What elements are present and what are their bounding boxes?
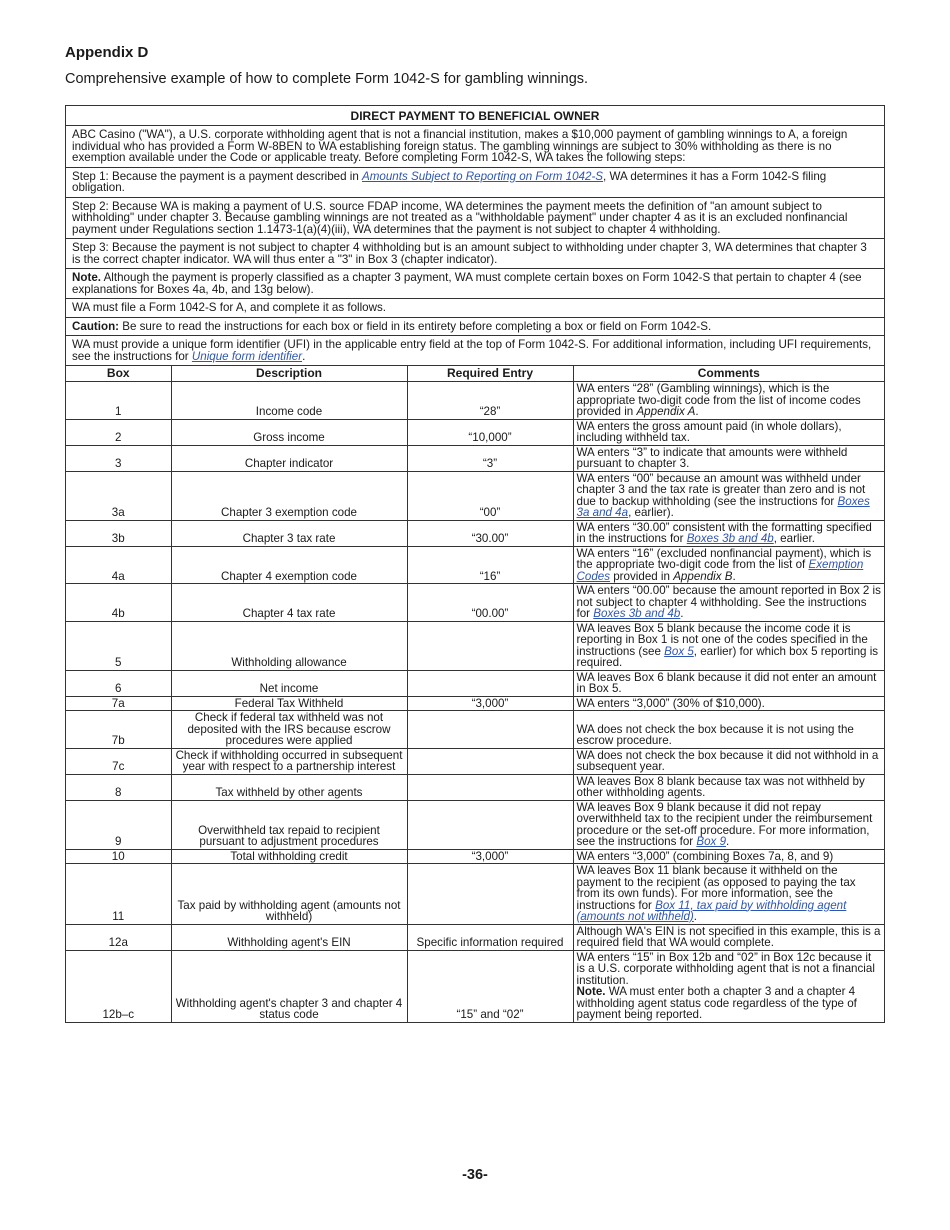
comment-text: . [726, 835, 730, 848]
description-cell: Chapter 4 exemption code [171, 546, 407, 584]
required-entry-cell: “00.00” [407, 584, 573, 622]
comment-link[interactable]: Box 11, tax paid by withholding agent (amounts not withheld) [576, 898, 847, 923]
comments-cell [573, 382, 884, 420]
comment-text: . [695, 405, 699, 418]
comment-text: WA enters “28” (Gambling winnings), which is the appropriate two-digit code from the list of income codes provided in [576, 382, 861, 418]
comment-text: . [732, 569, 736, 583]
table-row [66, 696, 884, 711]
comments-cell [573, 520, 884, 546]
box-number-cell: 12a [66, 924, 171, 950]
required-entry-cell: “3,000” [407, 849, 573, 864]
comments-cell [573, 621, 884, 670]
comment-emphasis: Appendix A [636, 405, 696, 418]
comments-cell [573, 471, 884, 520]
comments-cell [573, 924, 884, 950]
box-number-cell: 10 [66, 849, 171, 864]
table-row [66, 800, 884, 849]
description-cell: Income code [171, 382, 407, 420]
unique-form-identifier-link[interactable]: Unique form identifier [191, 349, 303, 363]
comment-text: , earlier). [628, 506, 674, 519]
comment-link[interactable]: Box 5 [664, 644, 694, 658]
table-row [66, 471, 884, 520]
caution-text: Be sure to read the instructions for each box or field in its entirety before completing a box or field on Form 1042-S. [119, 319, 712, 333]
step-3: Step 3: Because the payment is not subject to chapter 4 withholding but is an amount subject to withholding under chapter 3, WA determines that chapter 3 is the correct chapter indicator. WA will thus enter a "3" in Box 3 (chapter indicator). [66, 239, 884, 269]
description-cell: Tax withheld by other agents [171, 774, 407, 800]
comment-text: , earlier. [773, 532, 815, 545]
required-entry-cell [407, 774, 573, 800]
table-row [66, 774, 884, 800]
step-1-text: Step 1: Because the payment is a payment described in [72, 169, 363, 183]
box-number-cell: 3b [66, 520, 171, 546]
comment-text: , earlier) for which box 5 reporting is required. [576, 644, 879, 669]
comment-text: WA leaves Box 9 blank because it did not repay overwithheld tax to the recipient under the reimbursement procedure or the set-off procedure. For more information, see the instructions for [576, 800, 873, 848]
comments-cell [573, 950, 884, 1022]
box-number-cell: 7b [66, 711, 171, 749]
ufi-paragraph [66, 336, 884, 365]
box-number-cell: 9 [66, 800, 171, 849]
table-row [66, 382, 884, 420]
box-number-cell: 4a [66, 546, 171, 584]
required-entry-cell [407, 800, 573, 849]
description-cell: Tax paid by withholding agent (amounts not withheld) [171, 864, 407, 925]
box-number-cell: 7c [66, 748, 171, 774]
table-row [66, 950, 884, 1022]
required-entry-cell: “00” [407, 471, 573, 520]
required-entry-cell: “16” [407, 546, 573, 584]
comments-cell [573, 774, 884, 800]
description-cell: Total withholding credit [171, 849, 407, 864]
required-entry-cell [407, 748, 573, 774]
comment-link[interactable]: Exemption Codes [576, 558, 864, 583]
table-row [66, 670, 884, 696]
column-header-required-entry: Required Entry [407, 366, 573, 382]
box-number-cell: 5 [66, 621, 171, 670]
table-row [66, 924, 884, 950]
box-number-cell: 3a [66, 471, 171, 520]
required-entry-cell: “15” and “02” [407, 950, 573, 1022]
amounts-subject-link[interactable]: Amounts Subject to Reporting on Form 1042-S [362, 169, 604, 183]
comment-text: WA enters “30.00” consistent with the formatting specified in the instructions for [576, 520, 872, 545]
ufi-text: WA must provide a unique form identifier (UFI) in the applicable entry field at the top of Form 1042-S. For additional information, including UFI requirements, see the instructions for [72, 338, 872, 363]
page-number: -36- [462, 1167, 488, 1183]
table-row [66, 864, 884, 925]
required-entry-cell [407, 711, 573, 749]
table-row [66, 546, 884, 584]
description-cell: Chapter 3 exemption code [171, 471, 407, 520]
comments-cell [573, 849, 884, 864]
comments-cell [573, 696, 884, 711]
box-number-cell: 4b [66, 584, 171, 622]
description-cell: Overwithheld tax repaid to recipient pursuant to adjustment procedures [171, 800, 407, 849]
comments-cell [573, 800, 884, 849]
example-banner: DIRECT PAYMENT TO BENEFICIAL OWNER [66, 106, 884, 126]
comments-cell [573, 584, 884, 622]
description-cell: Federal Tax Withheld [171, 696, 407, 711]
description-cell: Withholding agent's EIN [171, 924, 407, 950]
description-cell: Check if withholding occurred in subsequent year with respect to a partnership interest [171, 748, 407, 774]
table-row [66, 445, 884, 471]
description-cell: Check if federal tax withheld was not deposited with the IRS because escrow procedures were applied [171, 711, 407, 749]
column-header-description: Description [171, 366, 407, 382]
column-header-box: Box [66, 366, 171, 382]
box-number-cell: 11 [66, 864, 171, 925]
description-cell: Chapter 3 tax rate [171, 520, 407, 546]
comments-cell [573, 670, 884, 696]
comments-cell [573, 546, 884, 584]
required-entry-cell: “30.00” [407, 520, 573, 546]
column-header-comments: Comments [573, 366, 884, 382]
comment-note-label: Note. [576, 985, 606, 998]
required-entry-cell: Specific information required [407, 924, 573, 950]
box-number-cell: 1 [66, 382, 171, 420]
table-header-row [66, 366, 884, 382]
comment-text: Although WA's EIN is not specified in this example, this is a required field that WA would complete. [576, 924, 881, 949]
comments-cell [573, 445, 884, 471]
comment-text: provided in [610, 569, 674, 583]
description-cell: Gross income [171, 419, 407, 445]
table-row [66, 520, 884, 546]
box-number-cell: 6 [66, 670, 171, 696]
comment-text: WA leaves Box 11 blank because it withheld on the payment to the recipient (as opposed to paying the tax from its own funds). For more information, see the instructions for [576, 864, 856, 912]
comment-text: WA leaves Box 5 blank because the income code it is reporting in Box 1 is not one of the codes specified in the instructions (see [576, 621, 868, 658]
comment-text: . [693, 910, 698, 923]
comment-text: WA does not check the box because it did not withhold in a subsequent year. [576, 748, 879, 773]
comments-cell [573, 748, 884, 774]
step-2: Step 2: Because WA is making a payment of U.S. source FDAP income, WA determines the payment meets the definition of "an amount subject to withholding" under chapter 3. Because gambling winnings are not treated as a "withholdable payment" under chapter 4 as it is an excluded nonfinancial payment under Regulations section 1.1473-1(a)(4)(iii), WA determines that the payment is not subject to chapter 4 withholding. [66, 198, 884, 240]
box-number-cell: 3 [66, 445, 171, 471]
comment-text: WA enters “3,000” (combining Boxes 7a, 8, and 9) [576, 849, 834, 863]
required-entry-cell [407, 864, 573, 925]
comment-link[interactable]: Boxes 3b and 4b [686, 532, 774, 545]
table-row [66, 849, 884, 864]
comment-text: . [680, 607, 684, 620]
comment-text: WA enters “16” (excluded nonfinancial payment), which is the appropriate two-digit code from the list of [576, 546, 872, 571]
page-heading: Appendix D [65, 44, 149, 61]
comments-cell [573, 864, 884, 925]
required-entry-cell: “10,000” [407, 419, 573, 445]
step-1 [66, 168, 884, 198]
description-cell: Chapter indicator [171, 445, 407, 471]
box-number-cell: 2 [66, 419, 171, 445]
comment-link[interactable]: Boxes 3a and 4a [576, 494, 870, 519]
table-row [66, 748, 884, 774]
comments-cell [573, 419, 884, 445]
box-number-cell: 8 [66, 774, 171, 800]
table-row [66, 584, 884, 622]
comment-link[interactable]: Box 9 [696, 835, 727, 848]
required-entry-cell: “3,000” [407, 696, 573, 711]
box-number-cell: 7a [66, 696, 171, 711]
required-entry-cell: “3” [407, 445, 573, 471]
box-instructions-table [66, 365, 884, 1022]
comment-text: WA enters “3” to indicate that amounts were withheld pursuant to chapter 3. [576, 445, 848, 470]
comment-text: WA must enter both a chapter 3 and a chapter 4 withholding agent status code regardless of the type of payment being reported. [576, 985, 857, 1021]
note-text: Although the payment is properly classified as a chapter 3 payment, WA must complete certain boxes on Form 1042-S that pertain to chapter 4 (see explanations for Boxes 4a, 4b, and 13g below). [72, 271, 862, 296]
comment-emphasis: Appendix B [673, 569, 733, 583]
ufi-text-end: . [302, 349, 306, 363]
required-entry-cell [407, 670, 573, 696]
table-row [66, 621, 884, 670]
note-paragraph [66, 269, 884, 299]
table-row [66, 419, 884, 445]
description-cell: Withholding agent's chapter 3 and chapter 4 status code [171, 950, 407, 1022]
must-file-paragraph: WA must file a Form 1042-S for A, and complete it as follows. [66, 299, 884, 318]
comment-link[interactable]: Boxes 3b and 4b [593, 607, 681, 620]
required-entry-cell [407, 621, 573, 670]
comment-text: WA leaves Box 8 blank because tax was not withheld by other withholding agents. [576, 774, 865, 799]
caution-label: Caution: [72, 319, 120, 333]
comment-text: WA enters “00” because an amount was withheld under chapter 3 and the tax rate is greater than zero and is not due to backup withholding (see the instructions for [576, 471, 866, 508]
required-entry-cell: “28” [407, 382, 573, 420]
note-label: Note. [72, 271, 101, 284]
description-cell: Withholding allowance [171, 621, 407, 670]
comment-text: WA enters “00.00” because the amount reported in Box 2 is not subject to chapter 4 withholding. See the instructions for [576, 584, 881, 620]
description-cell: Chapter 4 tax rate [171, 584, 407, 622]
comment-text: WA enters the gross amount paid (in whole dollars), including withheld tax. [576, 419, 842, 444]
page-subtitle: Comprehensive example of how to complete Form 1042-S for gambling winnings. [65, 71, 589, 87]
comments-cell [573, 711, 884, 749]
box-number-cell: 12b–c [66, 950, 171, 1022]
comment-text: WA enters “3,000” (30% of $10,000). [576, 696, 765, 710]
comment-text: WA enters “15” in Box 12b and “02” in Box 12c because it is a U.S. corporate withholding agent that is not a financial institution. [576, 950, 875, 987]
intro-paragraph: ABC Casino ("WA"), a U.S. corporate withholding agent that is not a financial institution, makes a $10,000 payment of gambling winnings to A, a foreign individual who has provided a Form W-8BEN to WA establishing foreign status. The gambling winnings are subject to 30% withholding as there is no exemption available under the Code or applicable treaty. Before completing Form 1042-S, WA takes the following steps: [66, 126, 884, 168]
comment-text: WA does not check the box because it is not using the escrow procedure. [576, 722, 854, 747]
caution-paragraph [66, 318, 884, 337]
table-row [66, 711, 884, 749]
step-1-text-end: , WA determines it has a Form 1042-S filing obligation. [72, 169, 827, 194]
description-cell: Net income [171, 670, 407, 696]
example-box [65, 105, 885, 1023]
comment-text: WA leaves Box 6 blank because it did not enter an amount in Box 5. [576, 670, 877, 695]
